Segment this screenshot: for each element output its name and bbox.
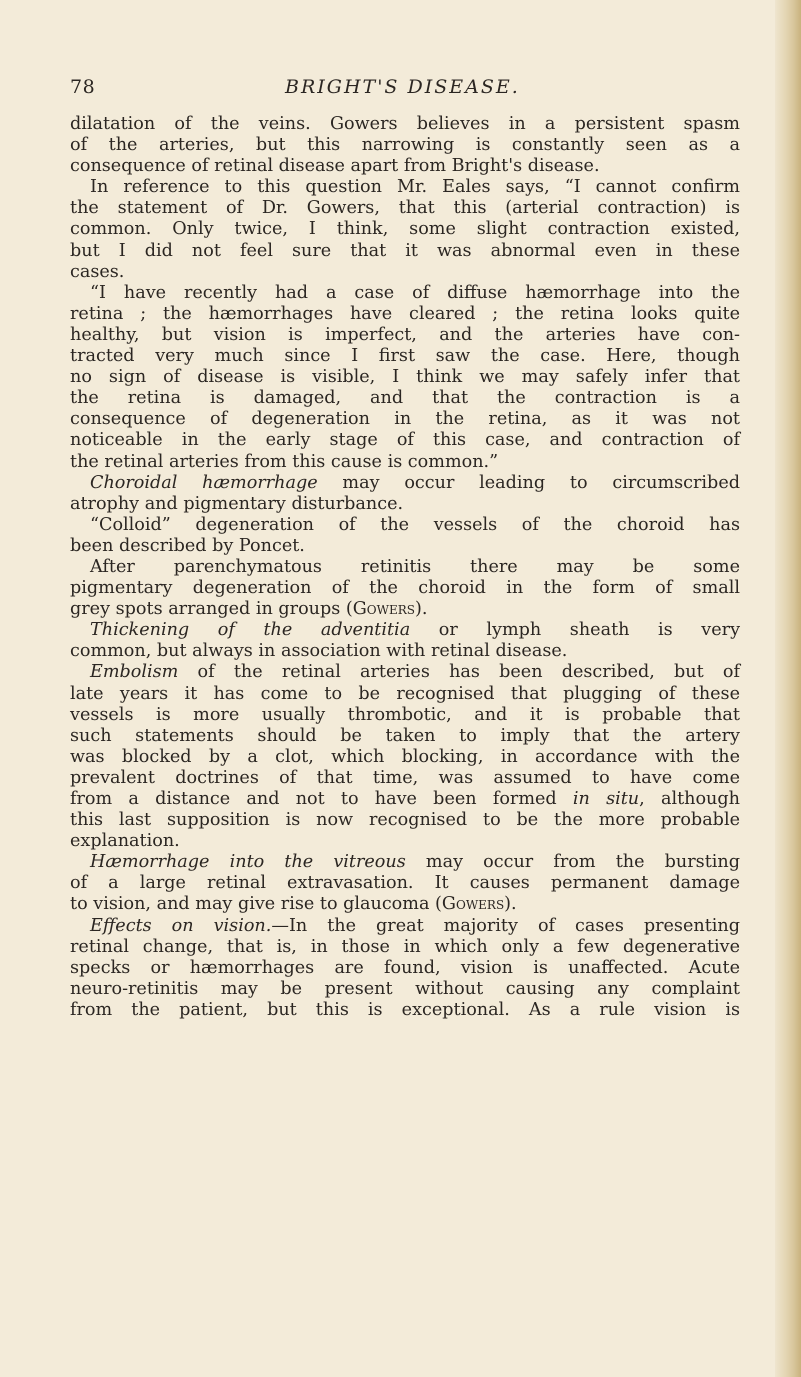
- text-run: of a large retinal extravasation. It causes permanent damage: [70, 873, 740, 894]
- text-line: [70, 536, 740, 557]
- text-run: ).: [415, 599, 428, 620]
- text-line: [70, 747, 740, 768]
- text-line: [70, 789, 740, 810]
- text-run: healthy, but vision is imperfect, and the arteries have con-: [70, 324, 740, 345]
- text-line: [70, 473, 740, 494]
- text-line: [70, 346, 740, 367]
- text-line: [70, 241, 740, 262]
- text-line: [70, 388, 740, 409]
- text-run: consequence of degeneration in the retina, as it was not: [70, 409, 740, 430]
- text-run: dilatation of the veins. Gowers believes in a persistent spasm: [70, 114, 740, 134]
- text-line: [70, 325, 740, 346]
- text-line: [70, 641, 740, 662]
- text-run: common. Only twice, I think, some slight contraction existed,: [70, 219, 740, 240]
- text-line: [70, 262, 740, 283]
- text-line: [70, 662, 740, 683]
- text-line: [70, 705, 740, 726]
- text-run: noticeable in the early stage of this case, and contraction of: [70, 430, 740, 451]
- text-line: [70, 494, 740, 515]
- text-line: [70, 367, 740, 388]
- text-line: [70, 1000, 740, 1021]
- text-line: [70, 135, 740, 156]
- running-title: BRIGHT'S DISEASE.: [285, 76, 520, 98]
- text-line: [70, 304, 740, 325]
- text-run: or lymph sheath is very: [410, 620, 741, 641]
- text-run: ).: [504, 894, 517, 915]
- text-run: neuro-retinitis may be present without causing any complaint: [70, 978, 740, 999]
- text-line: [70, 937, 740, 958]
- text-line: [70, 452, 740, 473]
- text-run: may occur from the bursting: [405, 852, 740, 873]
- text-line: [70, 198, 740, 219]
- text-run: may occur leading to circumscribed: [317, 472, 740, 493]
- page-number: 78: [70, 76, 96, 98]
- text-line: [70, 283, 740, 304]
- text-run: but I did not feel sure that it was abnormal even in these: [70, 240, 740, 261]
- text-run: cases.: [70, 261, 125, 282]
- text-line: [70, 979, 740, 1000]
- text-line: [70, 156, 740, 177]
- text-run: vessels is more usually thrombotic, and it is probable that: [70, 704, 740, 725]
- text-run: no sign of disease is visible, I think we may safely infer that: [70, 367, 740, 388]
- text-line: [70, 852, 740, 873]
- text-line: [70, 620, 740, 641]
- text-line: [70, 114, 740, 135]
- text-line: [70, 831, 740, 852]
- text-run: from a distance and not to have been formed: [70, 789, 573, 809]
- page-edge-shadow: [775, 0, 801, 1377]
- text-line: [70, 430, 740, 451]
- text-line: [70, 873, 740, 894]
- text-line: [70, 768, 740, 789]
- italic-run: Effects on vision.: [90, 915, 272, 936]
- text-line: [70, 557, 740, 578]
- text-run: prevalent doctrines of that time, was assumed to have come: [70, 767, 740, 788]
- italic-run: Thickening of the adventitia: [90, 620, 411, 641]
- text-run: explanation.: [70, 831, 180, 852]
- text-run: retinal change, that is, in those in which only a few degenerative: [70, 936, 740, 957]
- text-run: tracted very much since I first saw the case. Here, though: [70, 346, 740, 367]
- text-line: [70, 958, 740, 979]
- text-line: [70, 726, 740, 747]
- text-run: “Colloid” degeneration of the vessels of the choroid has: [90, 514, 740, 535]
- text-run: atrophy and pigmentary disturbance.: [70, 493, 404, 514]
- text-line: [70, 515, 740, 536]
- small-caps-run: Gowers: [441, 894, 505, 915]
- text-run: retina ; the hæmorrhages have cleared ; the retina looks quite: [70, 303, 740, 324]
- text-run: —In the great majority of cases presenting: [271, 915, 740, 936]
- text-run: late years it has come to be recognised that plugging of these: [70, 683, 740, 704]
- text-line: [70, 177, 740, 198]
- text-run: the retina is damaged, and that the contraction is a: [70, 388, 740, 409]
- text-run: such statements should be taken to imply that the artery: [70, 725, 740, 746]
- text-run: was blocked by a clot, which blocking, in accordance with the: [70, 746, 740, 767]
- text-run: specks or hæmorrhages are found, vision is unaffected. Acute: [70, 957, 740, 978]
- text-run: of the arteries, but this narrowing is constantly seen as a: [70, 135, 740, 156]
- text-line: [70, 684, 740, 705]
- small-caps-run: Gowers: [352, 599, 415, 620]
- text-line: [70, 578, 740, 599]
- text-run: , although: [639, 789, 740, 809]
- italic-run: in situ: [572, 789, 640, 809]
- italic-run: Choroidal hæmorrhage: [90, 472, 318, 493]
- text-run: to vision, and may give rise to glaucoma (: [70, 894, 442, 915]
- text-run: After parenchymatous retinitis there may be some: [90, 556, 740, 577]
- text-line: [70, 894, 740, 915]
- text-run: pigmentary degeneration of the choroid in the form of small: [70, 578, 740, 599]
- text-run: In reference to this question Mr. Eales says, “I cannot confirm: [90, 177, 740, 198]
- text-line: [70, 916, 740, 937]
- text-run: consequence of retinal disease apart from Bright's disease.: [70, 156, 600, 177]
- italic-run: Embolism: [90, 662, 179, 683]
- text-run: grey spots arranged in groups (: [70, 599, 353, 620]
- text-line: [70, 219, 740, 240]
- text-run: common, but always in association with retinal disease.: [70, 641, 568, 662]
- italic-run: Hæmorrhage into the vitreous: [90, 852, 406, 873]
- text-run: of the retinal arteries has been described, but of: [178, 662, 740, 683]
- text-run: the retinal arteries from this cause is common.”: [70, 451, 499, 472]
- text-run: from the patient, but this is exceptional. As a rule vision is: [70, 999, 740, 1020]
- text-run: been described by Poncet.: [70, 535, 305, 556]
- text-run: this last supposition is now recognised to be the more probable: [70, 810, 740, 831]
- text-run: “I have recently had a case of diffuse hæmorrhage into the: [90, 282, 740, 303]
- text-line: [70, 810, 740, 831]
- text-run: the statement of Dr. Gowers, that this (arterial contraction) is: [70, 198, 740, 219]
- body-text: [70, 114, 740, 1021]
- text-line: [70, 409, 740, 430]
- text-line: [70, 599, 740, 620]
